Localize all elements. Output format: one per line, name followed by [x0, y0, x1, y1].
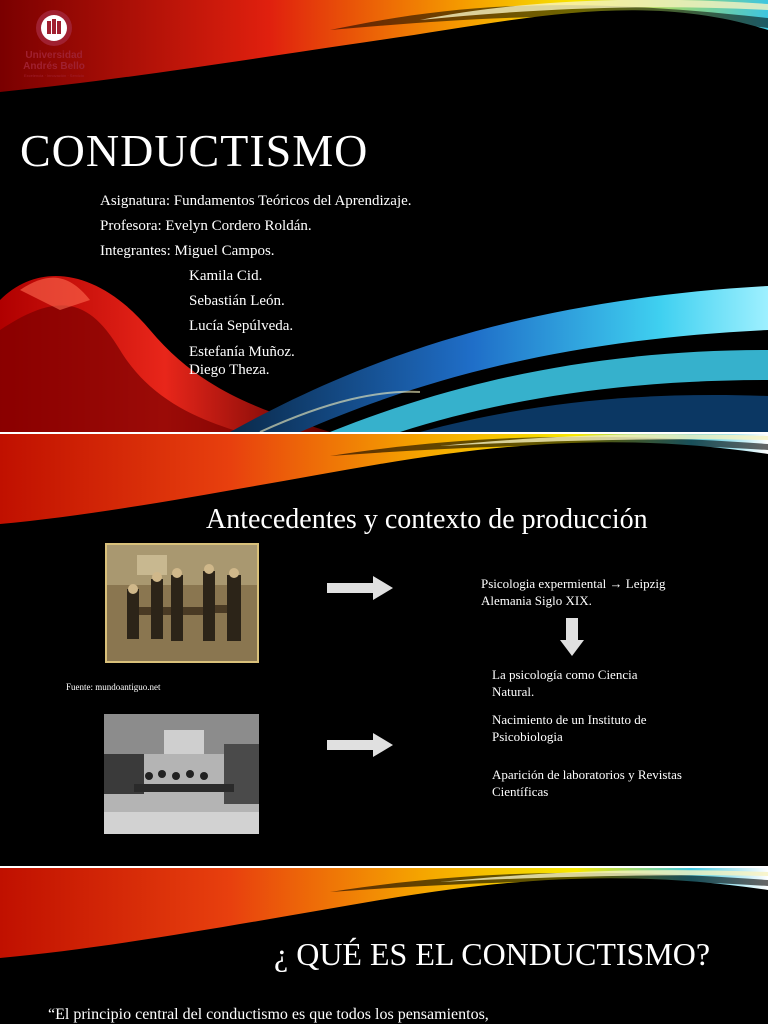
- decorative-swoosh-graphic: [0, 0, 768, 432]
- member-name: Lucía Sepúlveda.: [189, 318, 294, 334]
- lab-photo-image: [107, 545, 257, 661]
- slide-heading: ¿ QUÉ ES EL CONDUCTISMO?: [274, 936, 711, 972]
- logo-line-2: Andrés Bello: [23, 61, 85, 72]
- image-source-caption: Fuente: mundoantiguo.net: [66, 682, 161, 692]
- logo-tagline: Excelencia · Innovación · Servicio: [23, 73, 85, 78]
- historic-classroom-photo: [104, 714, 259, 834]
- bullet-text-leipzig: Psicologia expermiental → Leipzig Alemania Siglo XIX.: [481, 576, 666, 608]
- university-logo: [12, 6, 96, 80]
- bullet-text-ciencia: La psicología como Ciencia Natural.: [492, 667, 638, 699]
- historic-lab-photo: [105, 543, 259, 663]
- right-arrow-icon: [327, 576, 393, 600]
- slide-title: [0, 0, 768, 432]
- bullet-text-laboratorios: Aparición de laboratorios y Revistas Científicas: [492, 767, 682, 799]
- member-name: Estefanía Muñoz.: [189, 344, 295, 360]
- slide-heading: Antecedentes y contexto de producción: [206, 504, 648, 535]
- quote-text: “El principio central del conductismo es que todos los pensamientos,: [48, 1006, 489, 1023]
- member-name: Diego Theza.: [189, 362, 270, 378]
- down-arrow-icon: [560, 618, 584, 656]
- presentation-title: CONDUCTISMO: [20, 125, 369, 176]
- bullet-text-instituto: Nacimiento de un Instituto de Psicobiologia: [492, 712, 647, 744]
- slide-background: [0, 434, 768, 866]
- members-label: Integrantes: Miguel Campos.: [100, 243, 275, 259]
- member-name: Kamila Cid.: [189, 268, 263, 284]
- slide-background: [0, 868, 768, 1024]
- logo-line-1: Universidad: [25, 50, 83, 61]
- professor-name: Profesora: Evelyn Cordero Roldán.: [100, 218, 312, 234]
- member-name: Sebastián León.: [189, 293, 285, 309]
- classroom-photo-image: [104, 714, 259, 834]
- right-arrow-icon: [327, 733, 393, 757]
- university-crest-icon: [12, 6, 96, 50]
- course-name: Asignatura: Fundamentos Teóricos del Aprendizaje.: [100, 193, 412, 209]
